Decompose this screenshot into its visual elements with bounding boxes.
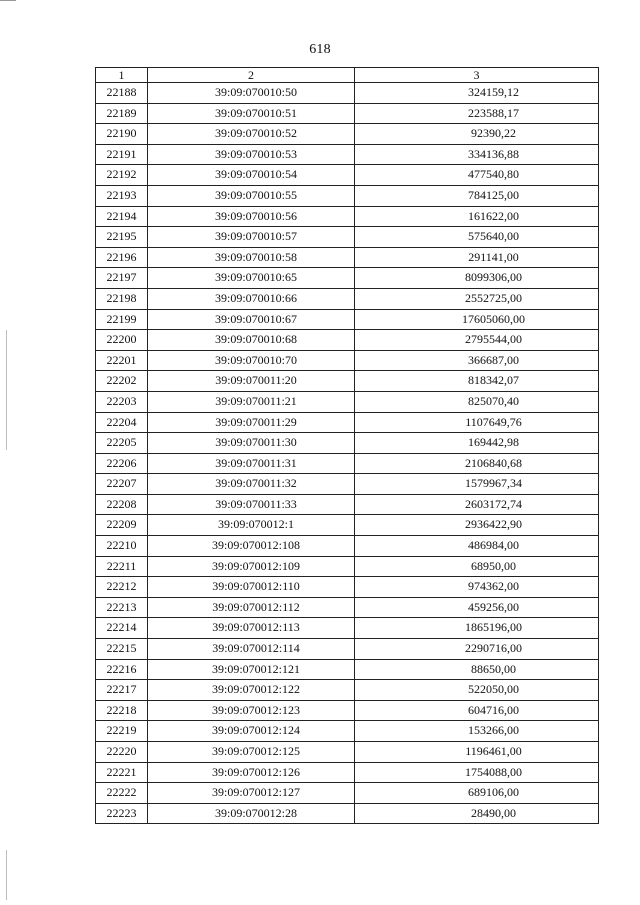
row-number: 22193 [96, 185, 148, 206]
cadastral-value: 8099306,00 [355, 268, 599, 289]
cadastral-value: 1865196,00 [355, 618, 599, 639]
table-row [96, 494, 599, 515]
row-number: 22203 [96, 391, 148, 412]
table-row [96, 371, 599, 392]
cadastral-number: 39:09:070012:121 [148, 659, 355, 680]
cadastral-number: 39:09:070010:57 [148, 227, 355, 248]
cadastral-value: 88650,00 [355, 659, 599, 680]
table-row [96, 103, 599, 124]
row-number: 22200 [96, 330, 148, 351]
cadastral-value: 522050,00 [355, 680, 599, 701]
row-number: 22220 [96, 742, 148, 763]
cadastral-number: 39:09:070010:66 [148, 288, 355, 309]
row-number: 22216 [96, 659, 148, 680]
table-body [96, 83, 599, 824]
row-number: 22221 [96, 762, 148, 783]
row-number: 22202 [96, 371, 148, 392]
cadastral-number: 39:09:070011:32 [148, 474, 355, 495]
table-row [96, 618, 599, 639]
table-row [96, 577, 599, 598]
cadastral-number: 39:09:070011:29 [148, 412, 355, 433]
table-row [96, 309, 599, 330]
table-row [96, 536, 599, 557]
scan-edge-mark [6, 850, 7, 900]
cadastral-number: 39:09:070010:56 [148, 206, 355, 227]
table-row [96, 206, 599, 227]
row-number: 22215 [96, 639, 148, 660]
cadastral-number: 39:09:070010:50 [148, 83, 355, 104]
cadastral-number: 39:09:070011:21 [148, 391, 355, 412]
row-number: 22188 [96, 83, 148, 104]
page-number: 618 [309, 42, 331, 57]
table-row [96, 721, 599, 742]
cadastral-value: 825070,40 [355, 391, 599, 412]
cadastral-number: 39:09:070010:67 [148, 309, 355, 330]
table-row [96, 124, 599, 145]
row-number: 22194 [96, 206, 148, 227]
cadastral-value: 324159,12 [355, 83, 599, 104]
cadastral-value: 2290716,00 [355, 639, 599, 660]
cadastral-number: 39:09:070012:126 [148, 762, 355, 783]
cadastral-number: 39:09:070010:68 [148, 330, 355, 351]
cadastral-number: 39:09:070011:30 [148, 433, 355, 454]
cadastral-number: 39:09:070012:113 [148, 618, 355, 639]
cadastral-value: 334136,88 [355, 144, 599, 165]
row-number: 22210 [96, 536, 148, 557]
table-row [96, 783, 599, 804]
cadastral-value: 477540,80 [355, 165, 599, 186]
column-header-cadastral: 2 [148, 68, 355, 83]
column-header-number: 1 [96, 68, 148, 83]
cadastral-number: 39:09:070012:123 [148, 700, 355, 721]
cadastral-number: 39:09:070010:55 [148, 185, 355, 206]
row-number: 22218 [96, 700, 148, 721]
cadastral-value: 1754088,00 [355, 762, 599, 783]
cadastral-value: 68950,00 [355, 556, 599, 577]
table-row [96, 659, 599, 680]
cadastral-number: 39:09:070012:114 [148, 639, 355, 660]
column-header-value: 3 [355, 68, 599, 83]
row-number: 22196 [96, 247, 148, 268]
table-row [96, 288, 599, 309]
table-row [96, 556, 599, 577]
table-header-row [96, 68, 599, 83]
table-row [96, 762, 599, 783]
cadastral-value: 161622,00 [355, 206, 599, 227]
row-number: 22223 [96, 803, 148, 824]
row-number: 22198 [96, 288, 148, 309]
row-number: 22217 [96, 680, 148, 701]
cadastral-number: 39:09:070010:70 [148, 350, 355, 371]
table-row [96, 83, 599, 104]
cadastral-number: 39:09:070010:58 [148, 247, 355, 268]
cadastral-value: 486984,00 [355, 536, 599, 557]
table-row [96, 680, 599, 701]
cadastral-value: 2552725,00 [355, 288, 599, 309]
row-number: 22197 [96, 268, 148, 289]
cadastral-number: 39:09:070012:1 [148, 515, 355, 536]
row-number: 22222 [96, 783, 148, 804]
cadastral-number: 39:09:070010:52 [148, 124, 355, 145]
cadastral-value: 689106,00 [355, 783, 599, 804]
cadastral-number: 39:09:070011:20 [148, 371, 355, 392]
table-row [96, 247, 599, 268]
cadastral-number: 39:09:070012:122 [148, 680, 355, 701]
table-row [96, 268, 599, 289]
table-row [96, 803, 599, 824]
table-row [96, 185, 599, 206]
table-row [96, 391, 599, 412]
cadastral-number: 39:09:070012:108 [148, 536, 355, 557]
cadastral-value: 1107649,76 [355, 412, 599, 433]
row-number: 22213 [96, 597, 148, 618]
row-number: 22201 [96, 350, 148, 371]
cadastral-number: 39:09:070012:127 [148, 783, 355, 804]
row-number: 22207 [96, 474, 148, 495]
table-row [96, 700, 599, 721]
table-row [96, 350, 599, 371]
table-row [96, 227, 599, 248]
row-number: 22191 [96, 144, 148, 165]
table-row [96, 165, 599, 186]
cadastral-value: 818342,07 [355, 371, 599, 392]
cadastral-number: 39:09:070012:125 [148, 742, 355, 763]
table-row [96, 412, 599, 433]
cadastral-value: 575640,00 [355, 227, 599, 248]
cadastral-value: 974362,00 [355, 577, 599, 598]
cadastral-value: 2795544,00 [355, 330, 599, 351]
table-row [96, 515, 599, 536]
row-number: 22190 [96, 124, 148, 145]
table-row [96, 330, 599, 351]
row-number: 22192 [96, 165, 148, 186]
table-row [96, 453, 599, 474]
cadastral-value: 291141,00 [355, 247, 599, 268]
table-row [96, 433, 599, 454]
cadastral-value: 1579967,34 [355, 474, 599, 495]
cadastral-value: 153266,00 [355, 721, 599, 742]
cadastral-value: 604716,00 [355, 700, 599, 721]
cadastral-number: 39:09:070012:110 [148, 577, 355, 598]
table-row [96, 742, 599, 763]
cadastral-number: 39:09:070012:28 [148, 803, 355, 824]
row-number: 22195 [96, 227, 148, 248]
cadastral-value: 169442,98 [355, 433, 599, 454]
scan-edge-mark [6, 330, 7, 450]
register-table [95, 67, 599, 824]
row-number: 22214 [96, 618, 148, 639]
row-number: 22209 [96, 515, 148, 536]
row-number: 22212 [96, 577, 148, 598]
cadastral-value: 784125,00 [355, 185, 599, 206]
table-row [96, 639, 599, 660]
row-number: 22208 [96, 494, 148, 515]
row-number: 22211 [96, 556, 148, 577]
cadastral-value: 92390,22 [355, 124, 599, 145]
cadastral-number: 39:09:070010:53 [148, 144, 355, 165]
cadastral-value: 2936422,90 [355, 515, 599, 536]
cadastral-number: 39:09:070012:112 [148, 597, 355, 618]
cadastral-number: 39:09:070011:33 [148, 494, 355, 515]
table-row [96, 597, 599, 618]
cadastral-number: 39:09:070010:51 [148, 103, 355, 124]
cadastral-number: 39:09:070011:31 [148, 453, 355, 474]
cadastral-value: 1196461,00 [355, 742, 599, 763]
cadastral-value: 2106840,68 [355, 453, 599, 474]
scan-edge-mark [0, 0, 16, 1]
row-number: 22205 [96, 433, 148, 454]
table-row [96, 144, 599, 165]
row-number: 22204 [96, 412, 148, 433]
cadastral-number: 39:09:070012:124 [148, 721, 355, 742]
row-number: 22189 [96, 103, 148, 124]
cadastral-value: 459256,00 [355, 597, 599, 618]
cadastral-value: 223588,17 [355, 103, 599, 124]
cadastral-value: 366687,00 [355, 350, 599, 371]
cadastral-value: 17605060,00 [355, 309, 599, 330]
cadastral-number: 39:09:070012:109 [148, 556, 355, 577]
cadastral-number: 39:09:070010:54 [148, 165, 355, 186]
cadastral-value: 28490,00 [355, 803, 599, 824]
cadastral-value: 2603172,74 [355, 494, 599, 515]
cadastral-number: 39:09:070010:65 [148, 268, 355, 289]
table-row [96, 474, 599, 495]
row-number: 22199 [96, 309, 148, 330]
row-number: 22219 [96, 721, 148, 742]
row-number: 22206 [96, 453, 148, 474]
